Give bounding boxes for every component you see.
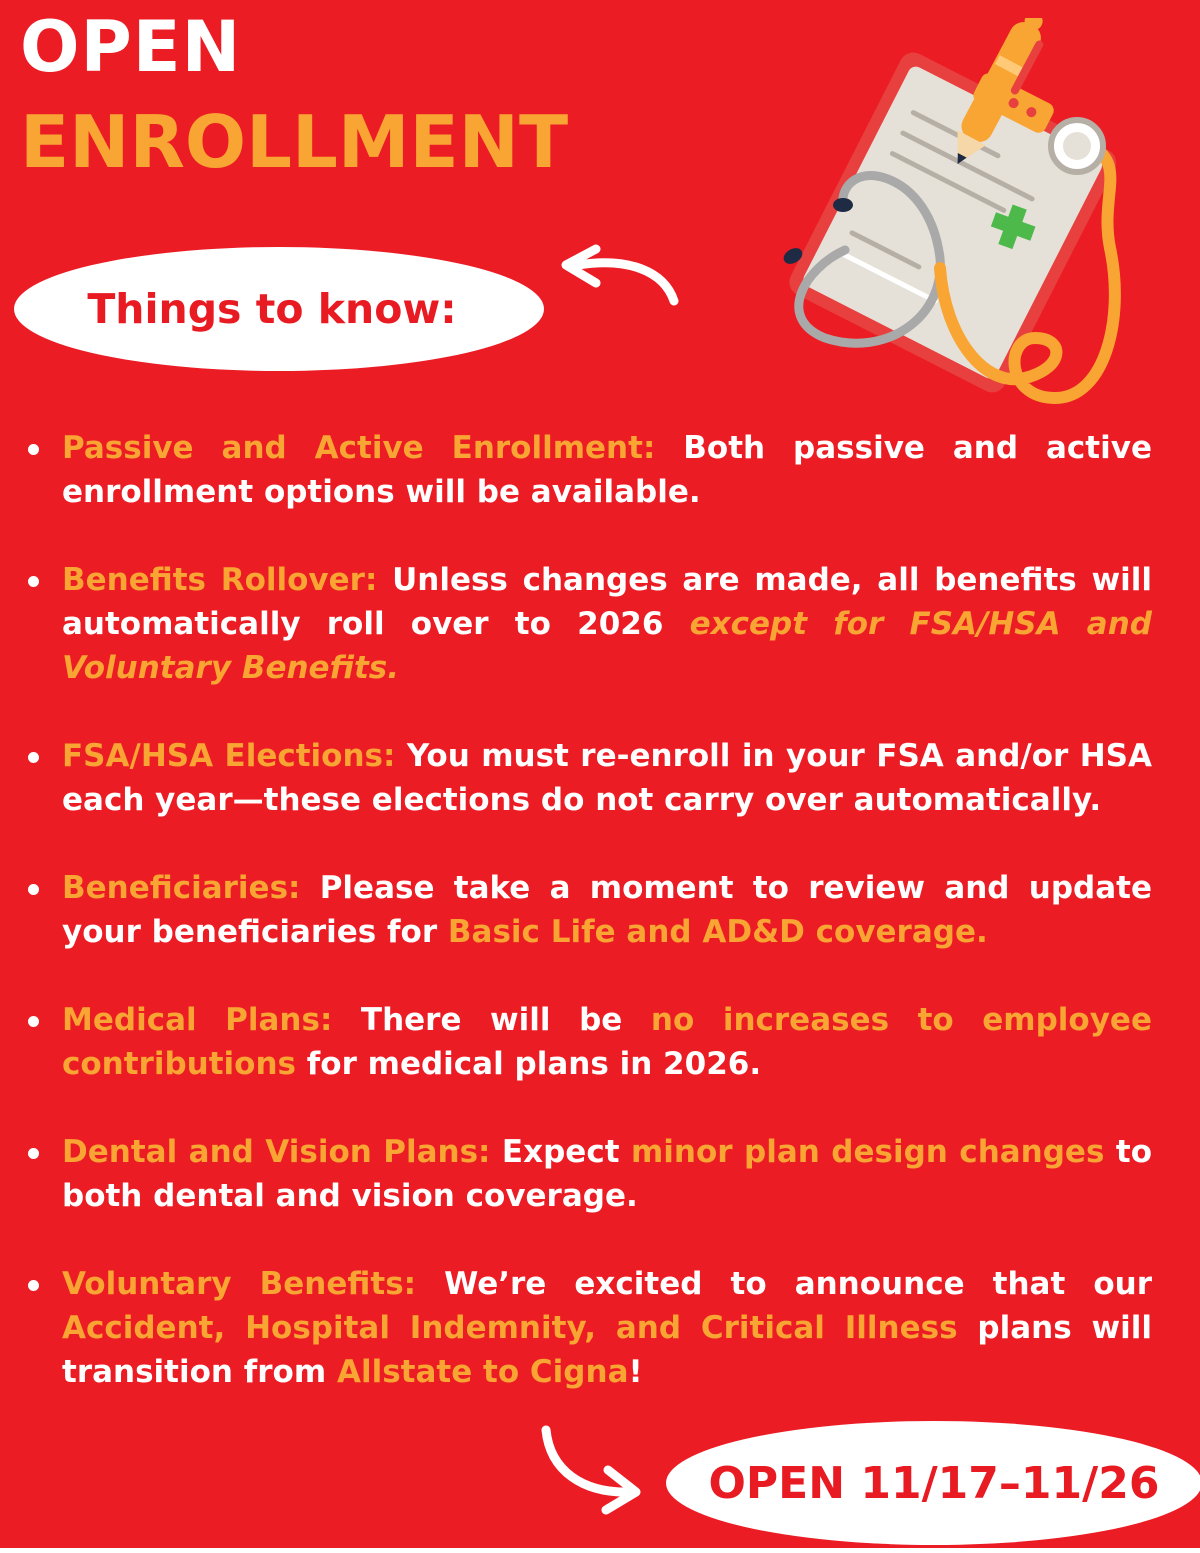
things-to-know-label: Things to know: (87, 285, 457, 333)
curved-arrow-right-icon (536, 1424, 648, 1516)
item-label: Voluntary Benefits: (62, 1266, 417, 1302)
title-enrollment: ENROLLMENT (20, 100, 569, 184)
list-item (24, 866, 1152, 954)
item-label: FSA/HSA Elections: (62, 738, 396, 774)
things-to-know-badge (14, 247, 544, 371)
item-label: Medical Plans: (62, 1002, 333, 1038)
item-highlight: minor plan design changes (630, 1134, 1105, 1170)
item-label: Dental and Vision Plans: (62, 1134, 491, 1170)
list-item (24, 426, 1152, 514)
curved-arrow-left-icon (556, 243, 682, 307)
item-emphasis: except for FSA/HSA and Voluntary Benefits. (62, 606, 1152, 686)
title-open: OPEN (20, 6, 242, 88)
list-item (24, 1130, 1152, 1218)
item-label: Beneficiaries: (62, 870, 301, 906)
bullet-dot-icon (28, 1016, 39, 1027)
list-item (24, 1262, 1152, 1394)
item-text: for medical plans in 2026. (296, 1046, 762, 1082)
item-text: You must re-enroll in your FSA and/or HSA each year—these elections do not carry over automatically. (62, 738, 1152, 818)
bullet-dot-icon (28, 444, 39, 455)
bullet-dot-icon (28, 1280, 39, 1291)
bullet-dot-icon (28, 752, 39, 763)
item-highlight: Accident, Hospital Indemnity, and Critical Illness (62, 1310, 958, 1346)
item-label: Benefits Rollover: (62, 562, 378, 598)
bullet-dot-icon (28, 884, 39, 895)
item-text: ! (628, 1354, 643, 1390)
item-text: Both passive and active enrollment options will be available. (62, 430, 1152, 510)
list-item (24, 558, 1152, 690)
bullet-dot-icon (28, 576, 39, 587)
item-text: Please take a moment to review and update your beneficiaries for (62, 870, 1152, 950)
item-highlight: Allstate to Cigna (336, 1354, 629, 1390)
list-item (24, 998, 1152, 1086)
bullet-dot-icon (28, 1148, 39, 1159)
item-label: Passive and Active Enrollment: (62, 430, 656, 466)
clipboard-illustration (765, 18, 1165, 413)
item-text: There will be (332, 1002, 651, 1038)
info-list (24, 426, 1152, 1438)
item-text: to both dental and vision coverage. (62, 1134, 1153, 1214)
item-text: Unless changes are made, all benefits will automatically roll over to 2026 (62, 562, 1152, 642)
item-text: We’re excited to announce that our (416, 1266, 1153, 1302)
item-text: Expect (490, 1134, 631, 1170)
list-item (24, 734, 1152, 822)
open-dates-badge (666, 1421, 1200, 1545)
open-dates-label: OPEN 11/17–11/26 (708, 1457, 1160, 1509)
item-text: plans will transition from (62, 1310, 1153, 1390)
item-highlight: no increases to employee contributions (62, 1002, 1152, 1082)
item-highlight: Basic Life and AD&D coverage. (447, 914, 988, 950)
